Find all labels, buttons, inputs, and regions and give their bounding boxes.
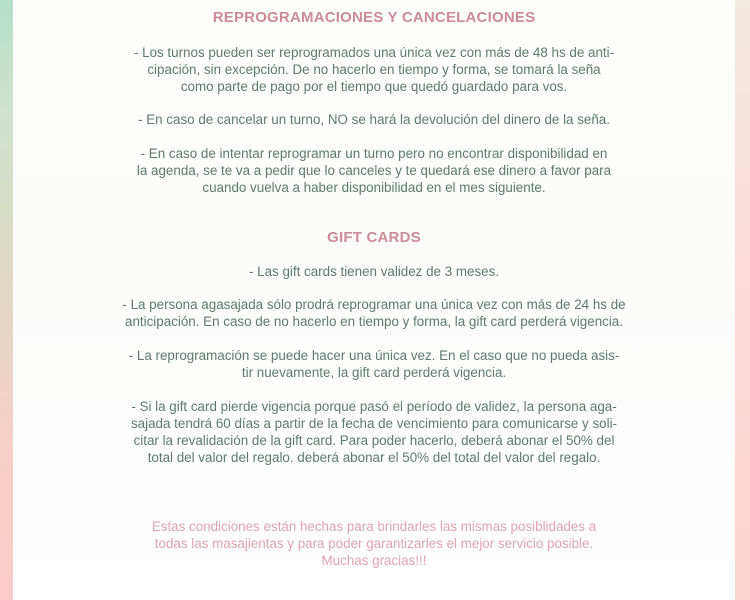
paragraph-line: tir nuevamente, la gift card perderá vigencia.: [241, 365, 507, 380]
paragraph-line: - Si la gift card pierde vigencia porque pasó el período de validez, la persona aga-: [131, 399, 617, 414]
paragraph-line: cuando vuelva a haber disponibilidad en el mes siguiente.: [202, 180, 546, 195]
paragraph-gift-card-revalidacion: [103, 398, 645, 466]
paragraph-gift-card-validez: [103, 263, 645, 280]
paragraph-cancelacion: [103, 111, 645, 128]
paragraph-gift-card-unica-vez: [103, 347, 645, 381]
paragraph-line: total del valor del regalo. deberá abonar el 50% del total del valor del regalo.: [147, 450, 601, 465]
paragraph-line: anticipación. En caso de no hacerlo en tiempo y forma, la gift card perderá vigencia.: [125, 314, 623, 329]
paragraph-line: - En caso de cancelar un turno, NO se hará la devolución del dinero de la seña.: [138, 112, 610, 127]
paragraph-line: como parte de pago por el tiempo que quedó guardado para vos.: [180, 79, 568, 94]
section-title-gift-cards: GIFT CARDS: [327, 229, 421, 246]
paragraph-gift-card-reprogramacion-24hs: [103, 296, 645, 330]
paragraph-line: - Los turnos pueden ser reprogramados una única vez con más de 48 hs de anti-: [133, 45, 615, 60]
paragraph-line: cipación, sin excepción. De no hacerlo en tiempo y forma, se tomará la seña: [147, 62, 601, 77]
paragraph-line: - La reprogramación se puede hacer una única vez. En el caso que no pueda asis-: [128, 348, 620, 363]
paragraph-line: citar la revalidación de la gift card. Para poder hacerlo, deberá abonar el 50% del: [133, 433, 615, 448]
paragraph-sin-disponibilidad: [103, 145, 645, 196]
paragraph-line: - En caso de intentar reprogramar un turno pero no encontrar disponibilidad en: [140, 146, 608, 161]
closing-note-line: Muchas gracias!!!: [321, 553, 427, 568]
closing-note-line: Estas condiciones están hechas para brindarles las mismas posiblidades a: [151, 519, 597, 534]
paragraph-line: - La persona agasajada sólo prodrá reprogramar una única vez con más de 24 hs de: [122, 297, 626, 312]
content-panel: [13, 0, 735, 600]
paragraph-reprogramacion-48hs: [103, 44, 645, 95]
right-decorative-strip: [735, 0, 750, 600]
paragraph-line: - Las gift cards tienen validez de 3 meses.: [248, 264, 500, 279]
closing-note: [103, 518, 645, 569]
closing-note-line: todas las masajientas y para poder garantizarles el mejor servicio posible.: [154, 536, 594, 551]
paragraph-line: sajada tendrá 60 días a partir de la fecha de vencimiento para comunicarse y soli-: [130, 416, 618, 431]
section-title-reprogramaciones: REPROGRAMACIONES Y CANCELACIONES: [212, 9, 536, 26]
paragraph-line: la agenda, se te va a pedir que lo canceles y te quedará ese dinero a favor para: [136, 163, 612, 178]
